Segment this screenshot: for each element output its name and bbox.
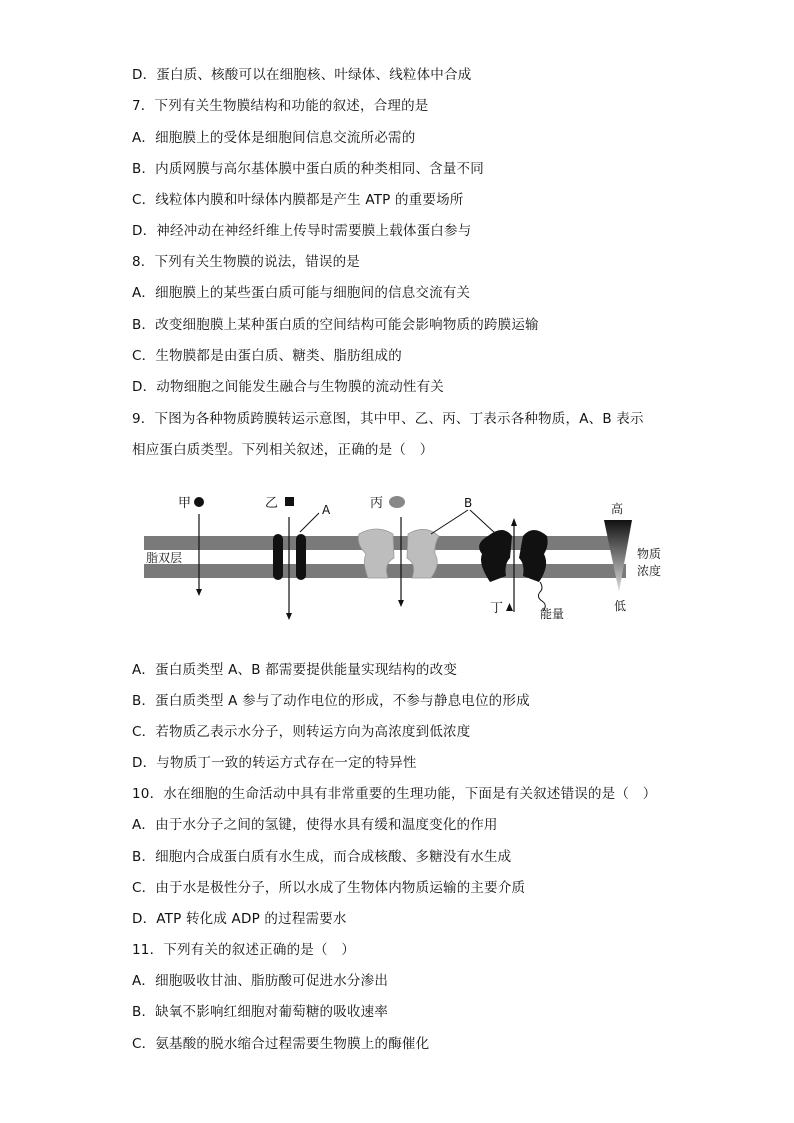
membrane-transport-figure	[130, 484, 670, 624]
arrow-ding-head	[511, 518, 517, 526]
substance-yi-square	[285, 497, 294, 506]
option-line: A．由于水分子之间的氢键，使得水具有缓和温度变化的作用	[132, 817, 498, 833]
label-ding: 丁	[490, 601, 504, 616]
label-lipid-bilayer: 脂双层	[146, 551, 183, 565]
channel-protein-right	[296, 534, 306, 580]
option-line: D．与物质丁一致的转运方式存在一定的特异性	[132, 755, 417, 771]
text-line: D．蛋白质、核酸可以在细胞核、叶绿体、线粒体中合成	[132, 67, 472, 83]
option-line: C．线粒体内膜和叶绿体内膜都是产生 ATP 的重要场所	[132, 192, 464, 208]
label-high: 高	[611, 502, 624, 516]
option-line: A．细胞膜上的某些蛋白质可能与细胞间的信息交流有关	[132, 285, 471, 301]
arrow-yi-head	[286, 613, 292, 620]
option-line: C．若物质乙表示水分子，则转运方向为高浓度到低浓度	[132, 724, 471, 740]
label-jia: 甲	[178, 496, 192, 511]
option-line: C．由于水是极性分子，所以水成了生物体内物质运输的主要介质	[132, 880, 526, 896]
option-line: A．细胞吸收甘油、脂肪酸可促进水分渗出	[132, 973, 389, 989]
option-line: D．动物细胞之间能发生融合与生物膜的流动性有关	[132, 379, 444, 395]
arrow-bing-head	[398, 600, 404, 607]
label-concentration-2: 浓度	[637, 564, 662, 578]
question-11: 11．下列有关的叙述正确的是（ ）	[132, 942, 356, 958]
option-line: B．细胞内合成蛋白质有水生成，而合成核酸、多糖没有水生成	[132, 849, 512, 865]
option-line: B．缺氧不影响红细胞对葡萄糖的吸收速率	[132, 1004, 389, 1020]
pump-protein-right	[519, 530, 548, 582]
substance-jia-circle	[194, 497, 204, 507]
label-a: A	[322, 503, 331, 517]
question-10: 10．水在细胞的生命活动中具有非常重要的生理功能，下面是有关叙述错误的是（ ）	[132, 786, 657, 802]
option-line: D．神经冲动在神经纤维上传导时需要膜上载体蛋白参与	[132, 223, 472, 239]
option-line: C．氨基酸的脱水缩合过程需要生物膜上的酶催化	[132, 1036, 430, 1052]
label-bing: 丙	[370, 496, 384, 511]
option-line: B．蛋白质类型 A 参与了动作电位的形成，不参与静息电位的形成	[132, 693, 530, 709]
question-9-continued: 相应蛋白质类型。下列相关叙述，正确的是（ ）	[132, 442, 434, 458]
label-yi: 乙	[265, 496, 279, 511]
concentration-gradient-triangle	[604, 520, 632, 592]
option-line: B．改变细胞膜上某种蛋白质的空间结构可能会影响物质的跨膜运输	[132, 317, 539, 333]
option-line: B．内质网膜与高尔基体膜中蛋白质的种类相同、含量不同	[132, 161, 484, 177]
channel-protein-left	[273, 534, 283, 580]
option-line: A．细胞膜上的受体是细胞间信息交流所必需的	[132, 130, 416, 146]
pointer-b-right	[470, 510, 496, 534]
question-8: 8．下列有关生物膜的说法，错误的是	[132, 254, 360, 270]
label-b: B	[464, 496, 473, 510]
pointer-b-left	[431, 510, 468, 534]
label-low: 低	[614, 599, 627, 613]
arrow-jia-head	[196, 589, 202, 596]
question-9: 9．下图为各种物质跨膜转运示意图，其中甲、乙、丙、丁表示各种物质，A、B 表示	[132, 411, 644, 427]
substance-bing-oval	[389, 496, 405, 508]
option-line: C．生物膜都是由蛋白质、糖类、脂肪组成的	[132, 348, 402, 364]
label-energy: 能量	[540, 607, 565, 621]
option-line: A．蛋白质类型 A、B 都需要提供能量实现结构的改变	[132, 662, 458, 678]
label-concentration-1: 物质	[637, 547, 662, 561]
pointer-a	[300, 513, 319, 532]
question-7: 7．下列有关生物膜结构和功能的叙述，合理的是	[132, 98, 429, 114]
option-line: D．ATP 转化成 ADP 的过程需要水	[132, 911, 347, 927]
substance-ding-triangle	[506, 603, 513, 611]
